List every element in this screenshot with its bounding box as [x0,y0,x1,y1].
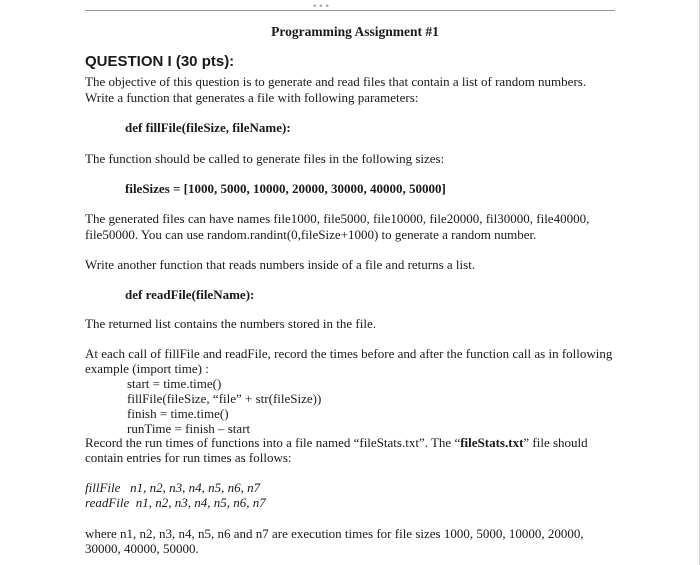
fillfile-signature: def fillFile(fileSize, fileName): [125,120,291,135]
names-line-2: file50000. You can use random.randint(0,fileSize+1000) to generate a random number. [85,227,537,242]
code-line-4: runTime = finish – start [127,421,251,436]
dots-icon: ••• [312,2,331,12]
question-heading: QUESTION I (30 pts): [85,53,235,70]
timing-line-2: example (import time) : [85,361,209,376]
fillfile-entry: fillFile n1, n2, n3, n4, n5, n6, n7 [85,480,261,495]
where-line-2: 30000, 40000, 50000. [85,541,199,556]
record-line-1 [85,435,588,451]
top-rule [85,10,615,11]
readfile-entry: readFile n1, n2, n3, n4, n5, n6, n7 [85,495,266,510]
read-intro: Write another function that reads numbers inside of a file and returns a list. [85,257,476,272]
page-title: Programming Assignment #1 [271,24,439,39]
where-line-1: where n1, n2, n3, n4, n5, n6 and n7 are execution times for file sizes 1000, 5000, 10000, 20000, [85,526,584,541]
code-line-1: start = time.time() [127,376,222,391]
record-line-2: contain entries for run times as follows: [85,450,292,465]
sizes-intro: The function should be called to generate files in the following sizes: [85,151,445,166]
intro-line-2: Write a function that generates a file with following parameters: [85,90,419,105]
readfile-signature: def readFile(fileName): [125,287,255,302]
record-filename: fileStats.txt [460,435,524,450]
names-line-1: The generated files can have names file1000, file5000, file10000, file20000, fil30000, file40000, [85,211,590,226]
code-line-3: finish = time.time() [127,406,229,421]
code-line-2: fillFile(fileSize, “file” + str(fileSize)) [127,391,322,406]
record-text-b: ” file should [523,435,588,450]
returned-line: The returned list contains the numbers stored in the file. [85,316,376,331]
record-text-a: Record the run times of functions into a file named “fileStats.txt”. The “ [85,435,461,450]
timing-line-1: At each call of fillFile and readFile, record the times before and after the function call as in following [85,346,613,361]
intro-line-1: The objective of this question is to generate and read files that contain a list of random numbers. [85,74,587,89]
file-sizes-list: fileSizes = [1000, 5000, 10000, 20000, 30000, 40000, 50000] [125,181,446,196]
